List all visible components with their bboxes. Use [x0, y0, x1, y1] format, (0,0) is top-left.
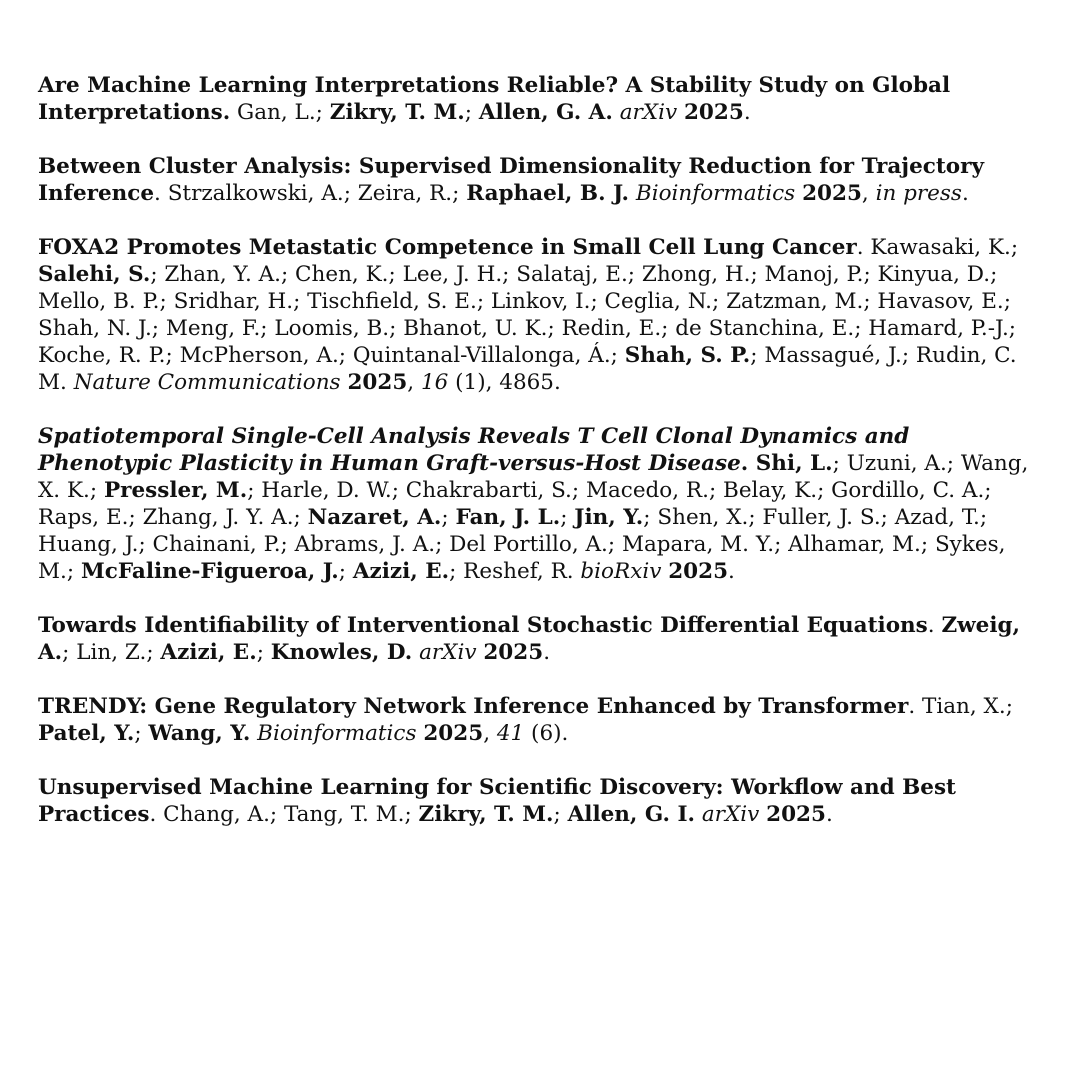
citation-text: ; Zhan, Y. A.; Chen, K.; Lee, J. H.; Salataj, E.; Zhong, H.; Manoj, P.; Kinyua, D.; Mello, B. P.; Sridhar, H.; Tischfield, S. E.; Linkov, I.; Ceglia, N.; Zatzman, M.; Havasov, E.; Shah, N. J.; Meng, F.; Loomis, B.; Bhanot, U. K.; Redin, E.; de Stanchina, E.; Hamard, P.-J.; Koche, R. P.; McPherson, A.; Quintanal-Villalonga, Á.; — [38, 262, 1017, 368]
citation-text: ; — [553, 802, 568, 827]
publication-title: FOXA2 Promotes Metastatic Competence in Small Cell Lung Cancer — [38, 235, 857, 260]
citation-text: ; — [338, 559, 353, 584]
citation-text — [629, 181, 636, 206]
publication-title: Are Machine Learning Interpretations Reliable? A Stability Study on Global Interpretations. — [38, 73, 951, 125]
citation-text: ; — [256, 640, 271, 665]
citation-text — [677, 100, 684, 125]
highlighted-text: McFaline-Figueroa, J. — [80, 559, 339, 584]
publication-entry — [38, 153, 1048, 207]
highlighted-text: 2025 — [802, 181, 862, 206]
highlighted-text: 2025 — [483, 640, 544, 665]
citation-text: ; Lin, Z.; — [62, 640, 161, 665]
journal-or-volume: arXiv — [419, 640, 477, 665]
publication-entry — [38, 693, 1048, 747]
publication-entry — [38, 423, 1048, 585]
citation-text: Gan, L.; — [230, 100, 330, 125]
citation-text: . Strzalkowski, A.; Zeira, R.; — [154, 181, 467, 206]
citation-text: . — [927, 613, 942, 638]
journal-or-volume: Nature Communications — [73, 370, 341, 395]
publication-title: Unsupervised Machine Learning for Scientific Discovery: Workflow and Best Practices — [38, 775, 956, 827]
citation-text — [695, 802, 702, 827]
highlighted-text: Zweig, A. — [38, 613, 1021, 665]
highlighted-text: Zikry, T. M. — [418, 802, 554, 827]
highlighted-text: Salehi, S. — [38, 262, 151, 287]
citation-text: . Kawasaki, K.; — [856, 235, 1019, 260]
citation-text: ; Shen, X.; Fuller, J. S.; Azad, T.; Huang, J.; Chainani, P.; Abrams, J. A.; Del Portillo, A.; Mapara, M. Y.; Alhamar, M.; Sykes, M.; — [38, 505, 1006, 584]
citation-text: . Chang, A.; Tang, T. M.; — [149, 802, 419, 827]
publication-title: Between Cluster Analysis: Supervised Dimensionality Reduction for Trajectory Inference — [38, 154, 984, 206]
highlighted-text: 2025 — [347, 370, 408, 395]
citation-text: ; Uzuni, A.; Wang, X. K.; — [38, 451, 1029, 503]
citation-text: ; — [441, 505, 456, 530]
citation-text: ; — [134, 721, 149, 746]
highlighted-text: Allen, G. I. — [567, 802, 696, 827]
highlighted-text: 2025 — [766, 802, 826, 827]
journal-or-volume: in press — [875, 181, 962, 206]
citation-text: . — [743, 100, 751, 125]
citation-text: ; Harle, D. W.; Chakrabarti, S.; Macedo, R.; Belay, K.; Gordillo, C. A.; Raps, E.; Zhang, J. Y. A.; — [38, 478, 992, 530]
journal-or-volume: arXiv — [701, 802, 760, 827]
publication-title: TRENDY: Gene Regulatory Network Inference Enhanced by Transformer — [38, 694, 909, 719]
journal-or-volume: Bioinformatics — [257, 721, 417, 746]
highlighted-text: Patel, Y. — [38, 721, 135, 746]
journal-or-volume: Bioinformatics — [635, 181, 796, 206]
publication-entry — [38, 612, 1048, 666]
journal-or-volume: bioRxiv — [580, 559, 662, 584]
citation-text: ; Massagué, J.; Rudin, C. M. — [38, 343, 1017, 395]
citation-text: . — [961, 181, 969, 206]
publication-entry — [38, 72, 1048, 126]
highlighted-text: Fan, J. L. — [455, 505, 561, 530]
highlighted-text: 2025 — [668, 559, 729, 584]
highlighted-text: Nazaret, A. — [307, 505, 442, 530]
publication-title: Spatiotemporal Single-Cell Analysis Reveals T Cell Clonal Dynamics and Phenotypic Plasticity in Human Graft-versus-Host Disease — [38, 424, 910, 476]
highlighted-text: . — [740, 451, 756, 476]
publication-list — [38, 72, 1048, 855]
publication-entry — [38, 234, 1048, 396]
citation-text: , — [861, 181, 876, 206]
citation-text: ; — [560, 505, 575, 530]
citation-text: ; — [464, 100, 479, 125]
citation-text — [613, 100, 620, 125]
highlighted-text: Wang, Y. — [148, 721, 251, 746]
highlighted-text: Knowles, D. — [270, 640, 413, 665]
highlighted-text: Azizi, E. — [352, 559, 450, 584]
highlighted-text: Zikry, T. M. — [329, 100, 465, 125]
highlighted-text: Pressler, M. — [103, 478, 248, 503]
citation-text: . Tian, X.; — [908, 694, 1013, 719]
citation-text: . — [728, 559, 735, 584]
journal-or-volume: 41 — [496, 721, 525, 746]
highlighted-text: Shi, L. — [755, 451, 833, 476]
citation-text: ; Reshef, R. — [449, 559, 581, 584]
citation-text: . — [543, 640, 551, 665]
highlighted-text: Jin, Y. — [574, 505, 644, 530]
highlighted-text: Shah, S. P. — [624, 343, 751, 368]
publication-title: Towards Identifiability of Interventional Stochastic Differential Equations — [38, 613, 928, 638]
citation-text: , — [483, 721, 497, 746]
highlighted-text: 2025 — [683, 100, 744, 125]
citation-text: . — [825, 802, 833, 827]
citation-text: (1), 4865. — [448, 370, 561, 395]
highlighted-text: Raphael, B. J. — [466, 181, 630, 206]
highlighted-text: Azizi, E. — [160, 640, 257, 665]
highlighted-text: 2025 — [423, 721, 484, 746]
highlighted-text: Allen, G. A. — [478, 100, 613, 125]
journal-or-volume: 16 — [420, 370, 449, 395]
citation-text: (6). — [524, 721, 569, 746]
publication-entry — [38, 774, 1048, 828]
citation-text: , — [407, 370, 421, 395]
journal-or-volume: arXiv — [619, 100, 678, 125]
